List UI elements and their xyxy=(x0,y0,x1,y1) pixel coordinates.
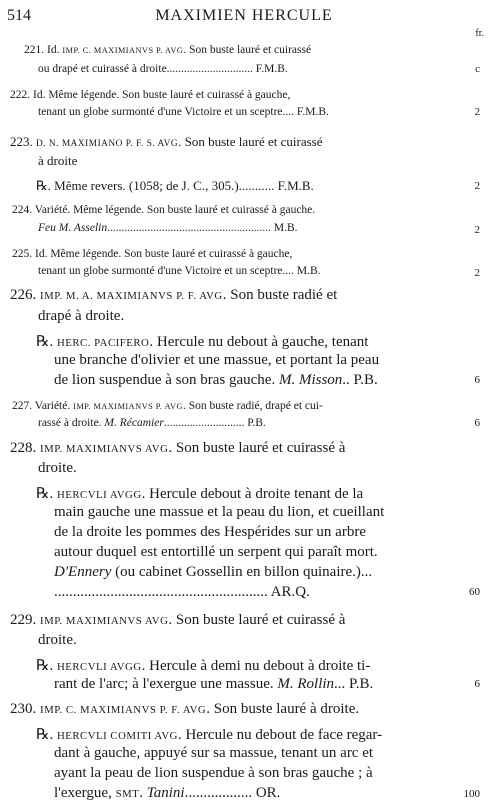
description-text: ℞. xyxy=(36,334,57,350)
coin-legend: IMP. C. MAXIMIANVS P. AVG xyxy=(62,46,184,55)
description-text: à droite xyxy=(38,153,78,168)
entry-line xyxy=(38,153,77,169)
description-text: . Son buste lauré et cuirassé xyxy=(178,134,323,149)
collection-name: Tanini xyxy=(146,785,185,801)
description-text: 222. Id. Même légende. Son buste lauré et cuirassé à gauche, xyxy=(10,89,291,101)
collection-name: Feu M. Asselin xyxy=(38,222,108,234)
description-text: rassé à droite. xyxy=(38,417,105,429)
entry-line xyxy=(10,134,323,150)
entry-line xyxy=(36,656,370,675)
collection-name: D'Ennery xyxy=(54,564,112,580)
entry-line xyxy=(10,89,290,101)
description-text: ℞. xyxy=(36,658,57,674)
entry-line xyxy=(36,725,382,744)
price-value: 2 xyxy=(474,224,480,236)
price-value: 100 xyxy=(463,788,480,800)
coin-legend: IMP. M. A. MAXIMIANVS P. F. AVG xyxy=(40,290,223,302)
entry-line xyxy=(12,204,315,216)
entry-line xyxy=(54,524,366,541)
entry-line xyxy=(12,400,323,412)
description-text: tenant un globe surmonté d'une Victoire et un sceptre.... F.M.B. xyxy=(38,106,329,118)
coin-legend: HERCVLI COMITI AVG xyxy=(56,730,178,742)
description-text: . Hercule nu debout à gauche, tenant xyxy=(149,334,369,350)
description-text: droite. xyxy=(38,632,77,648)
entry-line xyxy=(38,63,288,75)
entry-line xyxy=(54,564,372,581)
description-text: . Hercule à demi nu debout à droite ti- xyxy=(141,658,371,674)
description-text: ......................................................... M.B. xyxy=(107,222,298,234)
description-text: de lion suspendue à son bras gauche. xyxy=(54,372,279,388)
entry-line xyxy=(54,372,378,389)
coin-legend: HERC. PACIFERO xyxy=(56,337,150,349)
coin-legend: IMP. MAXIMIANVS P. AVG xyxy=(73,402,183,411)
collection-name: M. Rollin xyxy=(277,676,335,692)
price-value: 6 xyxy=(474,417,480,429)
collection-name: M. Récamier xyxy=(104,417,164,429)
description-text: ............................ P.B. xyxy=(163,417,266,429)
entry-line xyxy=(54,584,310,601)
entry-line xyxy=(54,785,280,802)
price-value: c xyxy=(475,63,480,75)
entry-line xyxy=(54,745,373,762)
description-text: 223. xyxy=(10,134,36,149)
entry-line xyxy=(38,265,321,277)
entry-line xyxy=(24,44,311,56)
description-text: ℞. xyxy=(36,727,57,743)
description-text: dant à gauche, appuyé sur sa massue, tenant un arc et xyxy=(54,745,374,761)
coin-legend: IMP. MAXIMIANVS AVG xyxy=(40,443,169,455)
entry-line xyxy=(10,612,345,629)
description-text: rant de l'arc; à l'exergue une massue. xyxy=(54,676,278,692)
price-value: 2 xyxy=(474,106,480,118)
entry-line xyxy=(54,676,373,693)
description-text: . Son buste lauré et cuirassé à xyxy=(168,440,346,456)
entry-line xyxy=(38,222,298,234)
entry-line xyxy=(38,417,266,429)
entry-line xyxy=(36,484,363,503)
coin-legend: IMP. C. MAXIMIANVS P. F. AVG xyxy=(40,704,207,716)
price-value: 2 xyxy=(474,267,480,279)
description-text: . Hercule nu debout de face regar- xyxy=(177,727,383,743)
entry-line xyxy=(54,504,384,521)
price-value: 6 xyxy=(474,678,480,690)
running-title: MAXIMIEN HERCULE xyxy=(155,7,333,24)
description-text: droite. xyxy=(38,460,77,476)
description-text: . Son buste radié et xyxy=(222,287,338,303)
description-text: ℞. Même revers. (1058; de J. C., 305.)........... F.M.B. xyxy=(36,178,314,193)
description-text: .................. OR. xyxy=(184,785,281,801)
collection-name: M. Misson xyxy=(278,372,343,388)
entry-line xyxy=(36,178,314,194)
column-label: fr. xyxy=(475,28,484,39)
entry-line xyxy=(38,308,124,325)
description-text: tenant un globe surmonté d'une Victoire et un sceptre.... M.B. xyxy=(38,265,321,277)
description-text: . Son buste lauré à droite. xyxy=(206,701,360,717)
description-text: ......................................................... AR.Q. xyxy=(54,584,310,600)
description-text: l'exergue, xyxy=(54,785,116,801)
description-text: de la droite les pommes des Hespérides sur un arbre xyxy=(54,524,366,540)
coin-legend: HERCVLI AVGG xyxy=(56,489,142,501)
entry-line xyxy=(10,440,345,457)
price-value: 6 xyxy=(474,374,480,386)
entry-line xyxy=(38,460,77,477)
coin-legend: D. N. MAXIMIANO P. F. S. AVG xyxy=(36,139,179,149)
entry-line xyxy=(38,632,77,649)
description-text: ℞. xyxy=(36,486,57,502)
price-value: 2 xyxy=(474,180,480,192)
coin-legend: IMP. MAXIMIANVS AVG xyxy=(40,615,169,627)
description-text: .. P.B. xyxy=(342,372,378,388)
description-text: drapé à droite. xyxy=(38,308,125,324)
coin-legend: SMT xyxy=(115,788,140,800)
description-text: . Son buste lauré et cuirassé à xyxy=(168,612,346,628)
description-text: (ou cabinet Gossellin en billon quinaire.)... xyxy=(111,564,373,580)
description-text: ... P.B. xyxy=(334,676,374,692)
description-text: ou drapé et cuirassé à droite.............................. F.M.B. xyxy=(38,63,288,75)
entry-line xyxy=(54,765,373,782)
entry-line xyxy=(54,352,379,369)
description-text: 224. Variété. Même légende. Son buste lauré et cuirassé à gauche. xyxy=(12,204,316,216)
entry-line xyxy=(36,332,368,351)
entry-line xyxy=(54,544,378,561)
price-value: 60 xyxy=(469,586,480,598)
description-text: 229. xyxy=(10,612,40,628)
description-text: une branche d'olivier et une massue, et portant la peau xyxy=(54,352,380,368)
description-text: 228. xyxy=(10,440,40,456)
description-text: 225. Id. Même légende. Son buste lauré et cuirassé à gauche, xyxy=(12,248,293,260)
description-text: . Son buste radié, drapé et cui- xyxy=(182,400,323,412)
description-text: 227. Variété. xyxy=(12,400,74,412)
description-text: ayant la peau de lion suspendue à son bras gauche ; à xyxy=(54,765,373,781)
description-text: autour duquel est entortillé un serpent qui paraît mort. xyxy=(54,544,378,560)
entry-line xyxy=(12,248,292,260)
description-text: 226. xyxy=(10,287,40,303)
description-text: . Hercule debout à droite tenant de la xyxy=(141,486,364,502)
description-text: . Son buste lauré et cuirassé xyxy=(183,44,312,56)
entry-line xyxy=(10,701,359,718)
entry-line xyxy=(10,287,337,304)
description-text: 230. xyxy=(10,701,40,717)
coin-legend: HERCVLI AVGG xyxy=(56,661,142,673)
description-text: 221. Id. xyxy=(24,44,63,56)
page-number: 514 xyxy=(7,7,31,24)
description-text: . xyxy=(139,785,147,801)
description-text: main gauche une massue et la peau du lion, et cueillant xyxy=(54,504,385,520)
entry-line xyxy=(38,106,329,118)
